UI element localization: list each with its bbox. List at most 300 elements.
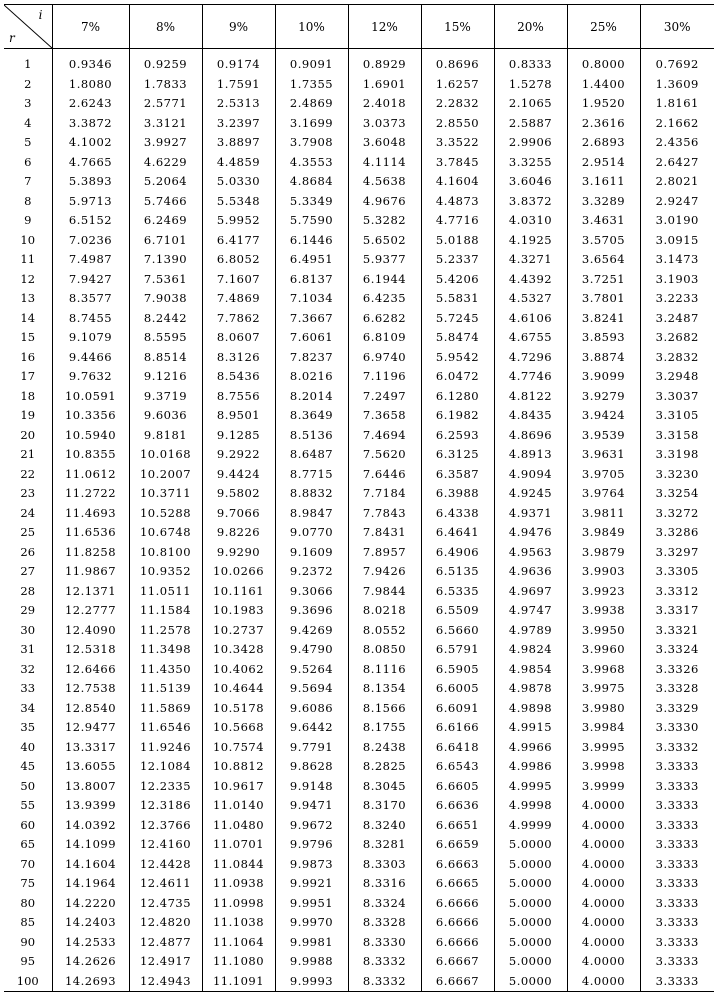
- value-cell: 9.1285: [202, 426, 275, 446]
- value-cell: 0.9346: [52, 49, 129, 75]
- value-cell: 7.9038: [129, 289, 202, 309]
- value-cell: 3.3333: [640, 952, 714, 972]
- value-cell: 6.6666: [421, 913, 494, 933]
- value-cell: 4.3271: [494, 250, 567, 270]
- value-cell: 3.3333: [640, 874, 714, 894]
- table-row: [4, 679, 714, 699]
- value-cell: 11.4693: [52, 504, 129, 524]
- value-cell: 3.9279: [567, 387, 640, 407]
- value-cell: 10.7574: [202, 738, 275, 758]
- period-cell: 13: [20, 291, 36, 305]
- value-cell: 9.3719: [129, 387, 202, 407]
- value-cell: 4.9915: [494, 718, 567, 738]
- value-cell: 11.6536: [52, 523, 129, 543]
- value-cell: 3.8372: [494, 192, 567, 212]
- period-cell: 75: [20, 876, 36, 890]
- value-cell: 7.6446: [348, 465, 421, 485]
- value-cell: 9.8226: [202, 523, 275, 543]
- value-cell: 5.9952: [202, 211, 275, 231]
- period-cell: 2: [24, 76, 32, 91]
- value-cell: 4.9476: [494, 523, 567, 543]
- value-cell: 7.8237: [275, 348, 348, 368]
- value-cell: 6.4235: [348, 289, 421, 309]
- value-cell: 6.3587: [421, 465, 494, 485]
- value-cell: 4.0310: [494, 211, 567, 231]
- value-cell: 11.5139: [129, 679, 202, 699]
- corner-header-cell: [4, 5, 52, 49]
- value-cell: 3.3333: [640, 894, 714, 914]
- value-cell: 9.9921: [275, 874, 348, 894]
- value-cell: 3.7251: [567, 270, 640, 290]
- value-cell: 6.5791: [421, 640, 494, 660]
- period-cell: 7: [24, 174, 32, 188]
- table-row: [4, 75, 714, 95]
- value-cell: 0.9259: [129, 49, 202, 75]
- value-cell: 3.1699: [275, 114, 348, 134]
- period-cell: 25: [20, 525, 36, 539]
- value-cell: 10.9352: [129, 562, 202, 582]
- value-cell: 8.0850: [348, 640, 421, 660]
- table-row: [4, 231, 714, 251]
- value-cell: 6.4641: [421, 523, 494, 543]
- value-cell: 8.3577: [52, 289, 129, 309]
- value-cell: 3.3333: [640, 933, 714, 953]
- value-cell: 14.2403: [52, 913, 129, 933]
- value-cell: 11.0844: [202, 855, 275, 875]
- value-cell: 9.1609: [275, 543, 348, 563]
- value-cell: 3.9923: [567, 582, 640, 602]
- period-cell: 8: [24, 193, 32, 208]
- period-cell: 5: [24, 135, 32, 149]
- value-cell: 4.0000: [567, 816, 640, 836]
- value-cell: 3.0373: [348, 114, 421, 134]
- value-cell: 4.9995: [494, 777, 567, 797]
- value-cell: 6.8052: [202, 250, 275, 270]
- value-cell: 12.4877: [129, 933, 202, 953]
- value-cell: 11.2722: [52, 484, 129, 504]
- value-cell: 11.8258: [52, 543, 129, 563]
- period-cell: 26: [20, 544, 36, 559]
- value-cell: 6.6005: [421, 679, 494, 699]
- value-cell: 9.7632: [52, 367, 129, 387]
- value-cell: 10.5288: [129, 504, 202, 524]
- period-cell: 55: [20, 798, 36, 812]
- value-cell: 9.9970: [275, 913, 348, 933]
- value-cell: 3.9995: [567, 738, 640, 758]
- value-cell: 10.8355: [52, 445, 129, 465]
- value-cell: 8.3126: [202, 348, 275, 368]
- period-cell: 24: [20, 505, 36, 520]
- value-cell: 11.1080: [202, 952, 275, 972]
- row-axis-label: r: [9, 31, 15, 45]
- value-cell: 4.1925: [494, 231, 567, 251]
- table-row: [4, 562, 714, 582]
- value-cell: 10.0591: [52, 387, 129, 407]
- value-cell: 4.0000: [567, 952, 640, 972]
- table-row: [4, 94, 714, 114]
- value-cell: 11.0701: [202, 835, 275, 855]
- value-cell: 7.1034: [275, 289, 348, 309]
- column-header-rate: 15%: [421, 5, 494, 49]
- value-cell: 10.1161: [202, 582, 275, 602]
- table-row: [4, 757, 714, 777]
- table-row: [4, 406, 714, 426]
- value-cell: 6.6543: [421, 757, 494, 777]
- period-cell: 1: [24, 57, 32, 71]
- value-cell: 9.6086: [275, 699, 348, 719]
- value-cell: 6.4906: [421, 543, 494, 563]
- value-cell: 6.6282: [348, 309, 421, 329]
- value-cell: 12.5318: [52, 640, 129, 660]
- value-cell: 9.4424: [202, 465, 275, 485]
- value-cell: 12.3766: [129, 816, 202, 836]
- period-cell: 3: [24, 96, 32, 110]
- value-cell: 3.3333: [640, 972, 714, 992]
- value-cell: 3.3305: [640, 562, 714, 582]
- period-cell: 45: [20, 759, 36, 773]
- value-cell: 3.3522: [421, 133, 494, 153]
- value-cell: 7.5620: [348, 445, 421, 465]
- period-cell: 16: [20, 349, 36, 364]
- value-cell: 10.8812: [202, 757, 275, 777]
- value-cell: 1.7833: [129, 75, 202, 95]
- table-row: [4, 874, 714, 894]
- value-cell: 5.7590: [275, 211, 348, 231]
- value-cell: 9.9981: [275, 933, 348, 953]
- period-cell: 90: [20, 934, 36, 949]
- value-cell: 8.0216: [275, 367, 348, 387]
- value-cell: 0.9091: [275, 49, 348, 75]
- value-cell: 3.3326: [640, 660, 714, 680]
- value-cell: 11.9246: [129, 738, 202, 758]
- value-cell: 7.9426: [348, 562, 421, 582]
- value-cell: 7.1607: [202, 270, 275, 290]
- value-cell: 4.7665: [52, 153, 129, 173]
- table-row: [4, 172, 714, 192]
- value-cell: 7.4987: [52, 250, 129, 270]
- value-cell: 8.9847: [275, 504, 348, 524]
- value-cell: 3.5705: [567, 231, 640, 251]
- value-cell: 11.0140: [202, 796, 275, 816]
- value-cell: 2.5771: [129, 94, 202, 114]
- value-cell: 7.2497: [348, 387, 421, 407]
- value-cell: 4.9986: [494, 757, 567, 777]
- value-cell: 7.7843: [348, 504, 421, 524]
- value-cell: 5.6502: [348, 231, 421, 251]
- period-cell: 18: [20, 388, 36, 403]
- value-cell: 8.1116: [348, 660, 421, 680]
- value-cell: 6.6418: [421, 738, 494, 758]
- value-cell: 12.1084: [129, 757, 202, 777]
- value-cell: 5.0188: [421, 231, 494, 251]
- value-cell: 3.1903: [640, 270, 714, 290]
- value-cell: 5.9377: [348, 250, 421, 270]
- table-row: [4, 952, 714, 972]
- value-cell: 3.2233: [640, 289, 714, 309]
- value-cell: 4.5327: [494, 289, 567, 309]
- table-row: [4, 894, 714, 914]
- value-cell: 11.1584: [129, 601, 202, 621]
- value-cell: 6.7101: [129, 231, 202, 251]
- value-cell: 2.4869: [275, 94, 348, 114]
- value-cell: 3.6564: [567, 250, 640, 270]
- value-cell: 3.2682: [640, 328, 714, 348]
- value-cell: 3.0190: [640, 211, 714, 231]
- value-cell: 10.3428: [202, 640, 275, 660]
- value-cell: 4.9563: [494, 543, 567, 563]
- value-cell: 6.8109: [348, 328, 421, 348]
- value-cell: 2.1065: [494, 94, 567, 114]
- value-cell: 4.7716: [421, 211, 494, 231]
- value-cell: 3.9424: [567, 406, 640, 426]
- value-cell: 8.3045: [348, 777, 421, 797]
- table-row: [4, 49, 714, 75]
- value-cell: 11.0480: [202, 816, 275, 836]
- value-cell: 10.5940: [52, 426, 129, 446]
- value-cell: 3.9984: [567, 718, 640, 738]
- period-cell: 30: [20, 622, 36, 637]
- value-cell: 0.9174: [202, 49, 275, 75]
- value-cell: 7.8431: [348, 523, 421, 543]
- value-cell: 2.4356: [640, 133, 714, 153]
- table-row: [4, 270, 714, 290]
- value-cell: 6.6667: [421, 952, 494, 972]
- value-cell: 6.6166: [421, 718, 494, 738]
- value-cell: 11.2578: [129, 621, 202, 641]
- value-cell: 4.9789: [494, 621, 567, 641]
- value-cell: 8.3281: [348, 835, 421, 855]
- value-cell: 5.0000: [494, 835, 567, 855]
- value-cell: 3.3333: [640, 777, 714, 797]
- period-cell: 34: [20, 700, 36, 715]
- period-cell: 17: [20, 369, 36, 383]
- value-cell: 6.5335: [421, 582, 494, 602]
- value-cell: 6.5905: [421, 660, 494, 680]
- value-cell: 12.4735: [129, 894, 202, 914]
- value-cell: 3.7845: [421, 153, 494, 173]
- value-cell: 6.1982: [421, 406, 494, 426]
- value-cell: 4.0000: [567, 874, 640, 894]
- value-cell: 1.9520: [567, 94, 640, 114]
- value-cell: 3.6046: [494, 172, 567, 192]
- value-cell: 8.3332: [348, 952, 421, 972]
- value-cell: 4.7746: [494, 367, 567, 387]
- value-cell: 3.0915: [640, 231, 714, 251]
- value-cell: 9.9672: [275, 816, 348, 836]
- table-row: [4, 504, 714, 524]
- value-cell: 7.3658: [348, 406, 421, 426]
- value-cell: 7.7184: [348, 484, 421, 504]
- value-cell: 3.3333: [640, 757, 714, 777]
- value-cell: 2.5887: [494, 114, 567, 134]
- value-cell: 11.9867: [52, 562, 129, 582]
- value-cell: 3.3333: [640, 796, 714, 816]
- value-cell: 8.3316: [348, 874, 421, 894]
- value-cell: 3.3105: [640, 406, 714, 426]
- column-header-rate: 30%: [640, 5, 714, 49]
- value-cell: 2.8021: [640, 172, 714, 192]
- value-cell: 6.6659: [421, 835, 494, 855]
- value-cell: 10.8100: [129, 543, 202, 563]
- value-cell: 3.4631: [567, 211, 640, 231]
- table-row: [4, 913, 714, 933]
- table-row: [4, 133, 714, 153]
- value-cell: 4.0000: [567, 913, 640, 933]
- value-cell: 5.0000: [494, 972, 567, 992]
- value-cell: 2.9514: [567, 153, 640, 173]
- value-cell: 14.2693: [52, 972, 129, 992]
- value-cell: 2.2832: [421, 94, 494, 114]
- column-axis-label: i: [38, 8, 43, 22]
- value-cell: 9.7791: [275, 738, 348, 758]
- value-cell: 3.9099: [567, 367, 640, 387]
- value-cell: 6.9740: [348, 348, 421, 368]
- table-row: [4, 835, 714, 855]
- table-row: [4, 816, 714, 836]
- value-cell: 2.6893: [567, 133, 640, 153]
- value-cell: 12.4611: [129, 874, 202, 894]
- table-row: [4, 718, 714, 738]
- table-row: [4, 192, 714, 212]
- value-cell: 3.7801: [567, 289, 640, 309]
- table-row: [4, 426, 714, 446]
- value-cell: 6.1280: [421, 387, 494, 407]
- value-cell: 11.0612: [52, 465, 129, 485]
- value-cell: 3.3329: [640, 699, 714, 719]
- value-cell: 5.2064: [129, 172, 202, 192]
- value-cell: 10.0168: [129, 445, 202, 465]
- value-cell: 3.9938: [567, 601, 640, 621]
- value-cell: 9.4269: [275, 621, 348, 641]
- value-cell: 11.6546: [129, 718, 202, 738]
- value-cell: 14.2220: [52, 894, 129, 914]
- value-cell: 6.3125: [421, 445, 494, 465]
- table-row: [4, 465, 714, 485]
- value-cell: 3.3297: [640, 543, 714, 563]
- value-cell: 9.5802: [202, 484, 275, 504]
- value-cell: 7.1390: [129, 250, 202, 270]
- value-cell: 1.7355: [275, 75, 348, 95]
- value-cell: 12.2335: [129, 777, 202, 797]
- value-cell: 6.4951: [275, 250, 348, 270]
- value-cell: 9.4466: [52, 348, 129, 368]
- value-cell: 4.8696: [494, 426, 567, 446]
- value-cell: 6.0472: [421, 367, 494, 387]
- value-cell: 6.6666: [421, 933, 494, 953]
- table-row: [4, 309, 714, 329]
- value-cell: 4.9999: [494, 816, 567, 836]
- table-row: [4, 250, 714, 270]
- value-cell: 7.9844: [348, 582, 421, 602]
- value-cell: 4.9676: [348, 192, 421, 212]
- table-header: [4, 5, 714, 49]
- value-cell: 12.4917: [129, 952, 202, 972]
- value-cell: 3.1611: [567, 172, 640, 192]
- value-cell: 6.6665: [421, 874, 494, 894]
- value-cell: 7.0236: [52, 231, 129, 251]
- value-cell: 1.6901: [348, 75, 421, 95]
- period-cell: 40: [20, 739, 36, 754]
- value-cell: 5.0330: [202, 172, 275, 192]
- value-cell: 3.2397: [202, 114, 275, 134]
- value-cell: 3.3317: [640, 601, 714, 621]
- period-cell: 60: [20, 817, 36, 832]
- column-header-rate: 9%: [202, 5, 275, 49]
- value-cell: 3.2487: [640, 309, 714, 329]
- value-cell: 0.8696: [421, 49, 494, 75]
- table-row: [4, 640, 714, 660]
- value-cell: 9.5264: [275, 660, 348, 680]
- value-cell: 3.9811: [567, 504, 640, 524]
- annuity-table-container: [4, 4, 714, 992]
- value-cell: 4.9747: [494, 601, 567, 621]
- period-cell: 15: [20, 330, 36, 344]
- value-cell: 12.2777: [52, 601, 129, 621]
- value-cell: 11.0998: [202, 894, 275, 914]
- period-cell: 23: [20, 486, 36, 500]
- value-cell: 3.3330: [640, 718, 714, 738]
- value-cell: 12.1371: [52, 582, 129, 602]
- value-cell: 3.3312: [640, 582, 714, 602]
- value-cell: 4.9824: [494, 640, 567, 660]
- value-cell: 2.6427: [640, 153, 714, 173]
- value-cell: 1.7591: [202, 75, 275, 95]
- value-cell: 6.6091: [421, 699, 494, 719]
- value-cell: 5.0000: [494, 874, 567, 894]
- column-header-rate: 7%: [52, 5, 129, 49]
- value-cell: 3.9903: [567, 562, 640, 582]
- value-cell: 9.4790: [275, 640, 348, 660]
- value-cell: 9.9951: [275, 894, 348, 914]
- value-cell: 1.3609: [640, 75, 714, 95]
- value-cell: 6.3988: [421, 484, 494, 504]
- value-cell: 7.4869: [202, 289, 275, 309]
- value-cell: 14.0392: [52, 816, 129, 836]
- table-row: [4, 777, 714, 797]
- value-cell: 3.9999: [567, 777, 640, 797]
- value-cell: 8.2442: [129, 309, 202, 329]
- value-cell: 9.9148: [275, 777, 348, 797]
- value-cell: 10.2007: [129, 465, 202, 485]
- table-row: [4, 289, 714, 309]
- value-cell: 4.8684: [275, 172, 348, 192]
- value-cell: 5.0000: [494, 913, 567, 933]
- value-cell: 9.8628: [275, 757, 348, 777]
- column-header-rate: 8%: [129, 5, 202, 49]
- value-cell: 3.2948: [640, 367, 714, 387]
- value-cell: 6.2469: [129, 211, 202, 231]
- value-cell: 4.0000: [567, 835, 640, 855]
- period-cell: 80: [20, 895, 36, 910]
- value-cell: 3.3332: [640, 738, 714, 758]
- value-cell: 3.9764: [567, 484, 640, 504]
- value-cell: 8.2825: [348, 757, 421, 777]
- value-cell: 11.1064: [202, 933, 275, 953]
- value-cell: 5.4206: [421, 270, 494, 290]
- value-cell: 6.1944: [348, 270, 421, 290]
- value-cell: 9.3066: [275, 582, 348, 602]
- value-cell: 6.6666: [421, 894, 494, 914]
- value-cell: 9.5694: [275, 679, 348, 699]
- value-cell: 3.3121: [129, 114, 202, 134]
- value-cell: 4.9245: [494, 484, 567, 504]
- value-cell: 9.9471: [275, 796, 348, 816]
- value-cell: 8.3328: [348, 913, 421, 933]
- value-cell: 3.6048: [348, 133, 421, 153]
- period-cell: 33: [20, 681, 36, 695]
- value-cell: 2.8550: [421, 114, 494, 134]
- value-cell: 3.9927: [129, 133, 202, 153]
